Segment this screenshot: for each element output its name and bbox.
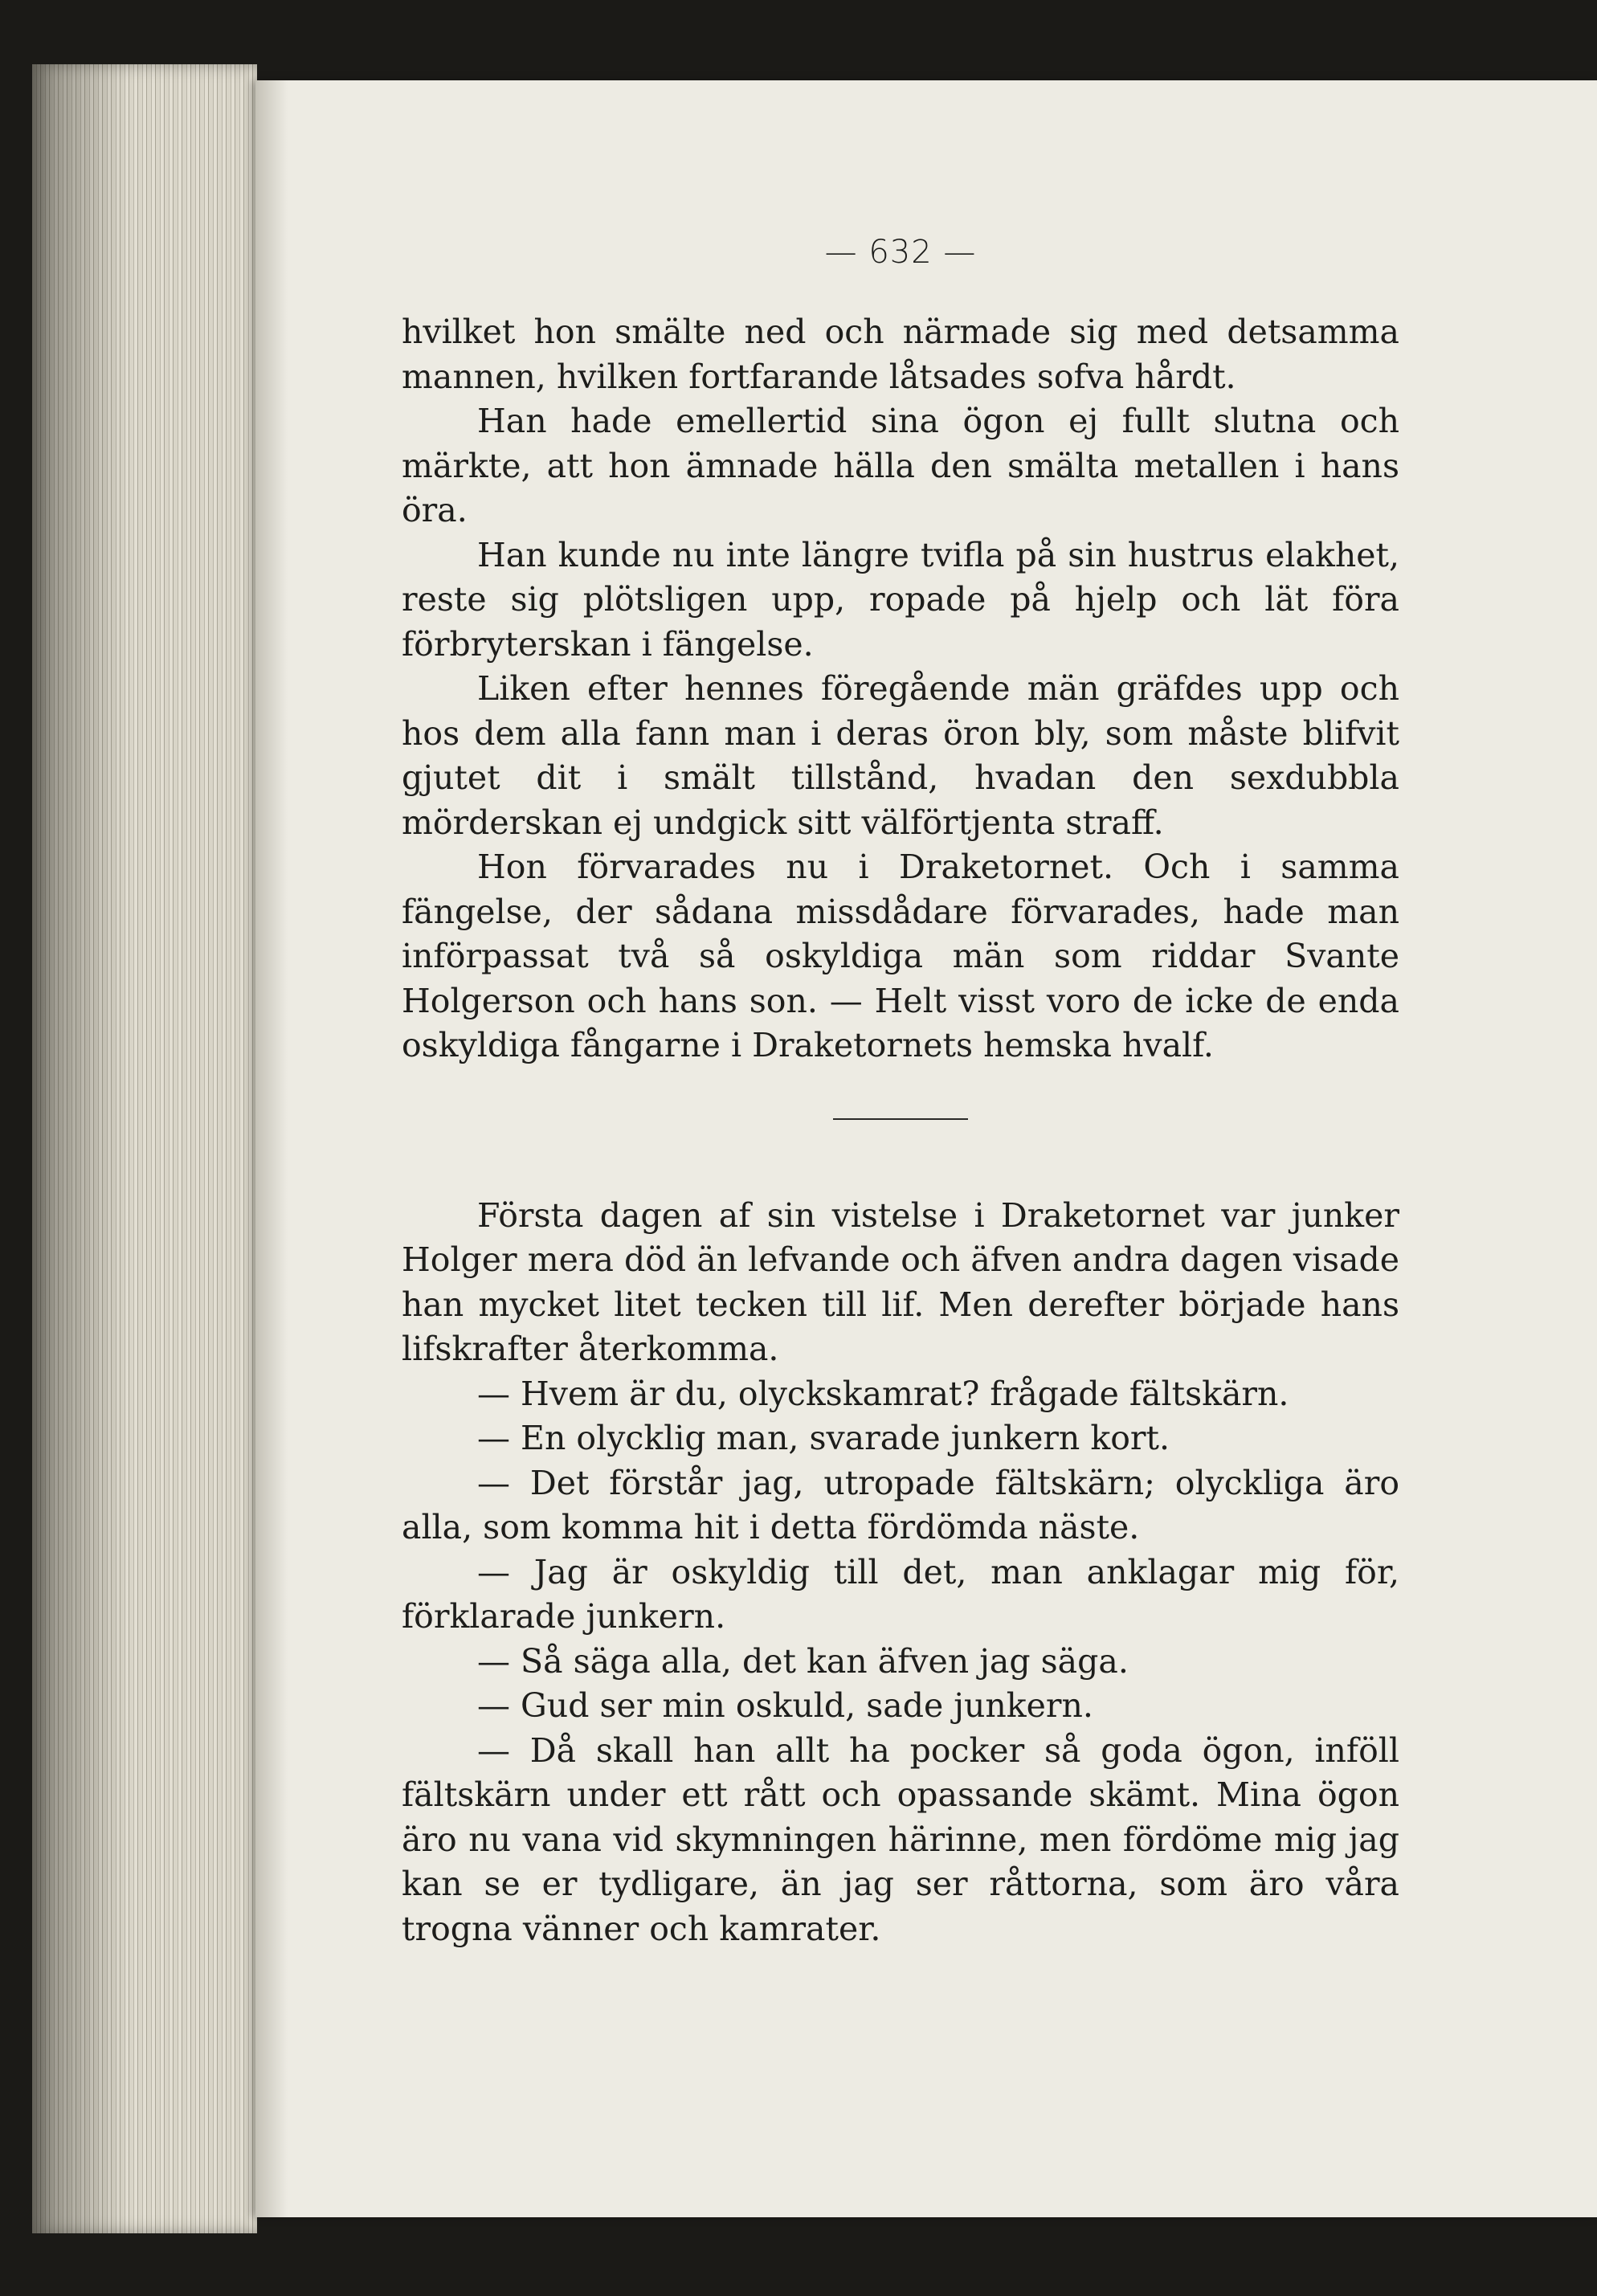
paragraph: Liken efter hennes föregående män gräfdes upp och hos dem alla fann man i deras öron bly, som måste blifvit gjutet dit i smält tillstånd, hvadan den sexdubbla mörderskan ej undgick sitt välförtjenta straff. — [402, 669, 1399, 842]
page-edges-shadow — [32, 64, 129, 2233]
paragraph: hvilket hon smälte ned och närmade sig med detsamma mannen, hvilken fortfarande låtsades sofva hårdt. — [402, 313, 1399, 396]
dialogue-line: — Så säga alla, det kan äfven jag säga. — [477, 1641, 1129, 1681]
page-gutter-shadow — [255, 80, 288, 2217]
page-content — [402, 233, 1399, 1951]
section-divider — [833, 1118, 968, 1120]
dialogue-line: — En olycklig man, svarade junkern kort. — [477, 1419, 1170, 1457]
dialogue-line: — Det förstår jag, utropade fältskärn; olyckliga äro alla, som komma hit i detta fördömda näste. — [402, 1463, 1399, 1546]
dialogue-line: — Hvem är du, olyckskamrat? frågade fältskärn. — [477, 1374, 1289, 1413]
text-block-2 — [402, 1194, 1399, 1952]
page-number: — 632 — — [824, 234, 977, 271]
dialogue-line: — Jag är oskyldig till det, man anklagar mig för, förklarade junkern. — [402, 1552, 1399, 1636]
paragraph: Han hade emellertid sina ögon ej fullt slutna och märkte, att hon ämnade hälla den smälta metallen i hans öra. — [402, 402, 1399, 529]
paragraph: Han kunde nu inte längre tvifla på sin hustrus elakhet, reste sig plötsligen upp, ropade på hjelp och lät föra förbryterskan i fängelse. — [402, 535, 1399, 664]
paragraph: Första dagen af sin vistelse i Draketornet var junker Holger mera död än lefvande och äfven andra dagen visade han mycket litet tecken till lif. Men derefter började hans lifskrafter återkomma. — [402, 1195, 1399, 1368]
paragraph: Hon förvarades nu i Draketornet. Och i samma fängelse, der sådana missdådare förvarades, hade man införpassat två så oskyldiga män som riddar Svante Holgerson och hans son. — Helt visst voro de icke de enda oskyldiga fångarne i Draketornets hemska hvalf. — [402, 848, 1399, 1064]
text-block-1 — [402, 310, 1399, 1068]
dialogue-line: — Gud ser min oskuld, sade junkern. — [477, 1686, 1093, 1725]
dialogue-line: — Då skall han allt ha pocker så goda ögon, inföll fältskärn under ett rått och opassande skämt. Mina ögon äro nu vana vid skymningen härinne, men fördöme mig jag kan se er tydligare, än jag ser råttorna, som äro våra trogna vänner och kamrater. — [402, 1730, 1399, 1948]
